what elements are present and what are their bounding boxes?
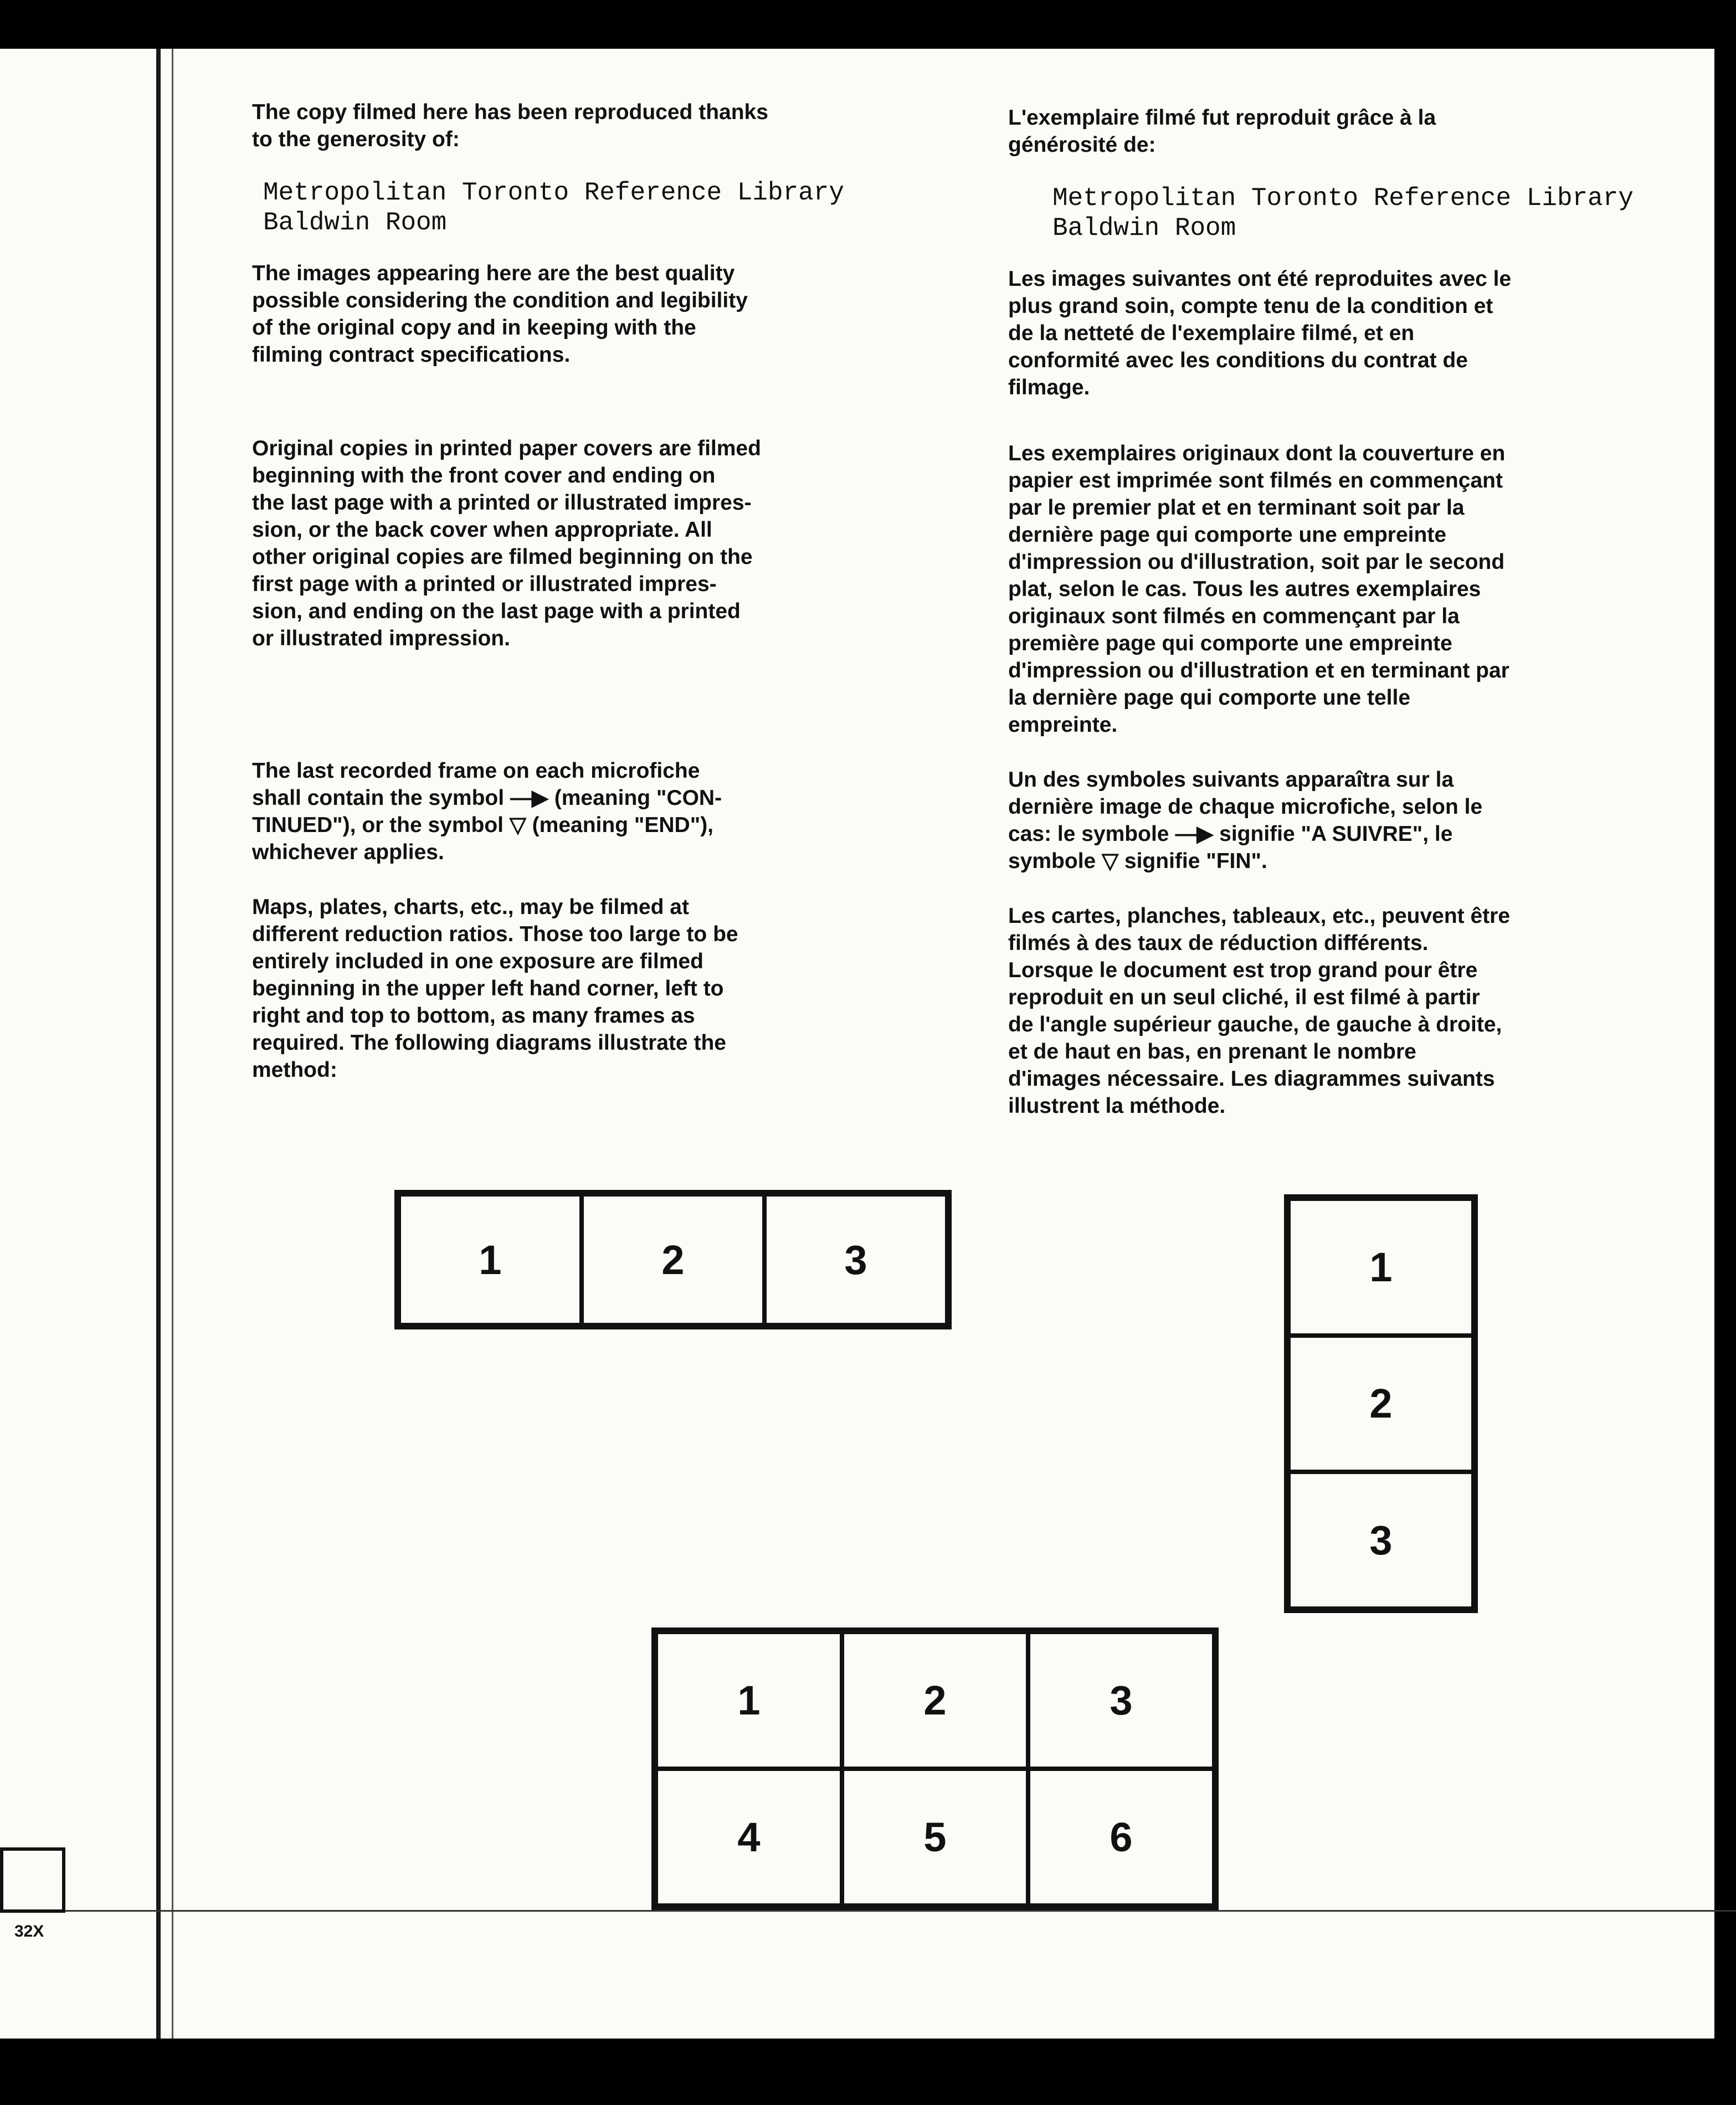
diagram-cell: 2 — [582, 1194, 764, 1325]
english-symbols: The last recorded frame on each microfiche shall contain the symbol —▶ (meaning "CON- TINUED"), or the symbol ▽ (meaning "END"), whichever applies. — [252, 759, 722, 864]
diagram-cell: 3 — [1288, 1472, 1473, 1609]
diagram-cell: 3 — [1028, 1632, 1214, 1769]
english-column — [252, 99, 889, 1084]
french-quality: Les images suivantes ont été reproduites avec le plus grand soin, compte tenu de la condition et de la netteté de l'exemplaire filmé, et en conformité avec les conditions du contrat de filmage. — [1008, 267, 1512, 399]
right-film-edge — [1714, 49, 1736, 2039]
diagram-cell: 1 — [656, 1632, 842, 1769]
french-symbols: Un des symboles suivants apparaîtra sur la dernière image de chaque microfiche, selon le cas: le symbole —▶ signifie "A SUIVRE", le symbole ▽ signifie "FIN". — [1008, 768, 1483, 873]
diagram-cell: 1 — [399, 1194, 582, 1325]
diagram-cell: 5 — [842, 1769, 1028, 1906]
english-quality: The images appearing here are the best quality possible considering the condition and legibility of the original copy and in keeping with the filming contract specifications. — [252, 261, 748, 367]
diagram-vertical — [1284, 1194, 1478, 1613]
french-library: Metropolitan Toronto Reference Library Baldwin Room — [1052, 184, 1634, 243]
diagram-cell: 1 — [1288, 1199, 1473, 1336]
diagram-cell: 4 — [656, 1769, 842, 1906]
diagram-grid — [651, 1627, 1219, 1910]
french-maps: Les cartes, planches, tableaux, etc., peuvent être filmés à des taux de réduction différents. Lorsque le document est trop grand pour être reproduit en un seul cliché, il est filmé à partir de l'angle supérieur gauche, de gauche à droite, et de haut en bas, en prenant le nombre d'images nécessaire. Les diagrammes suivants illustrent la méthode. — [1008, 904, 1511, 1118]
french-originals: Les exemplaires originaux dont la couverture en papier est imprimée sont filmés en commençant par le premier plat et en terminant soit par la dernière page qui comporte une empreinte d'impression ou d'illustration, soit par le second plat, selon le cas. Tous les autres exemplaires originaux sont filmés en commençant par la première page qui comporte une empreinte d'impression ou d'illustration et en terminant par la dernière page qui comporte une telle empreinte. — [1008, 441, 1509, 737]
english-originals: Original copies in printed paper covers are filmed beginning with the front cover and ending on the last page with a printed or illustrated impres- sion, or the back cover when appropriate. All other original copies are filmed beginning on the first page with a printed or illustrated impres- sion, and ending on the last page with a printed or illustrated impression. — [252, 437, 761, 650]
diagram-cell: 2 — [842, 1632, 1028, 1769]
reduction-square — [0, 1847, 65, 1913]
film-page — [0, 49, 1736, 2039]
english-library: Metropolitan Toronto Reference Library Baldwin Room — [263, 178, 844, 237]
diagram-cell: 3 — [764, 1194, 947, 1325]
diagram-horizontal — [394, 1190, 952, 1329]
left-gutter-line — [156, 49, 161, 2039]
french-thanks: L'exemplaire filmé fut reproduit grâce à la générosité de: — [1008, 106, 1436, 157]
english-thanks: The copy filmed here has been reproduced thanks to the generosity of: — [252, 100, 768, 151]
bottom-rule — [0, 1910, 1736, 1912]
english-maps: Maps, plates, charts, etc., may be filmed at different reduction ratios. Those too large to be entirely included in one exposure are filmed beginning in the upper left hand corner, left to right and top to bottom, as many frames as required. The following diagrams illustrate the method: — [252, 895, 738, 1082]
left-gutter-line-2 — [172, 49, 173, 2039]
diagram-cell: 6 — [1028, 1769, 1214, 1906]
diagram-cell: 2 — [1288, 1336, 1473, 1472]
reduction-label: 32X — [14, 1922, 44, 1940]
french-column — [1008, 104, 1673, 1120]
